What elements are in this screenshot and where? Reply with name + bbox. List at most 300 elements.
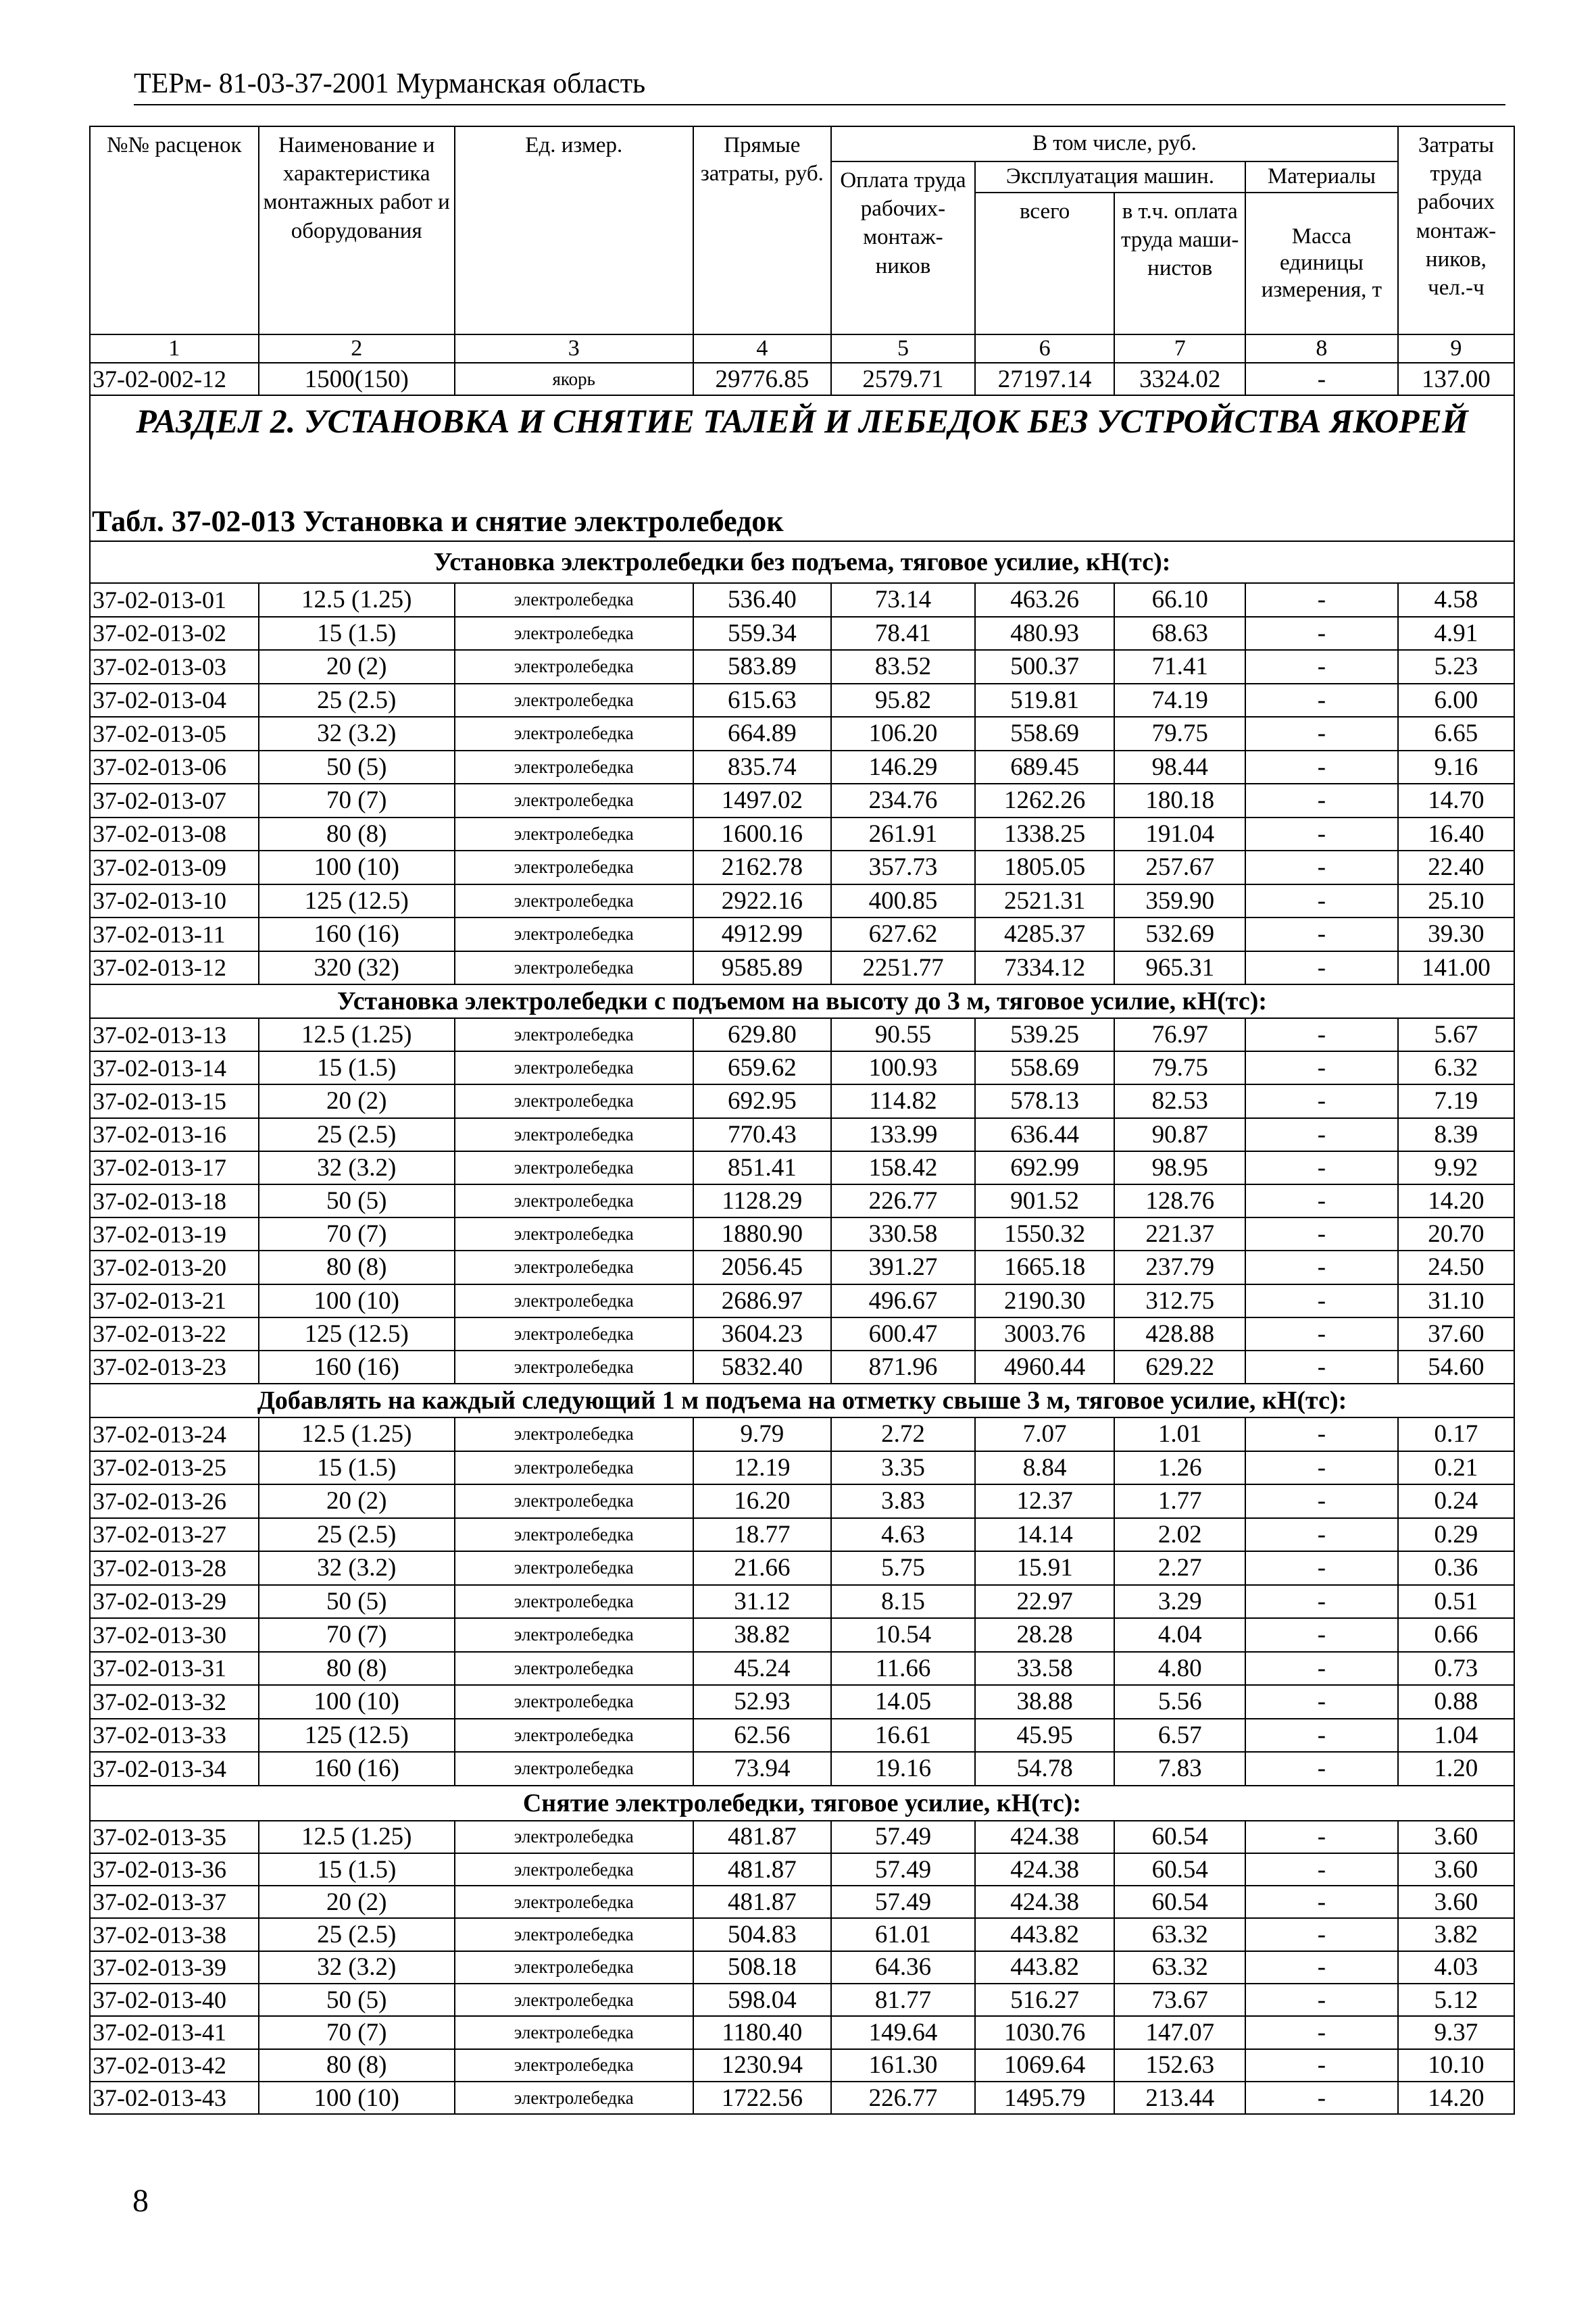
machine-total: 1805.05 xyxy=(975,851,1114,884)
labor-pay: 400.85 xyxy=(831,884,975,918)
labor-pay: 627.62 xyxy=(831,917,975,951)
machinist-pay: 73.67 xyxy=(1114,1984,1245,2016)
material-mass: - xyxy=(1245,1719,1398,1753)
item-unit: электролебедка xyxy=(455,1018,693,1051)
direct-cost: 835.74 xyxy=(693,751,831,784)
table-row xyxy=(90,2082,1514,2114)
material-mass: - xyxy=(1245,1217,1398,1251)
direct-cost: 851.41 xyxy=(693,1151,831,1184)
item-name: 125 (12.5) xyxy=(259,884,455,918)
col-header-exploit: Эксплуатация машин. xyxy=(975,161,1245,193)
machine-total: 539.25 xyxy=(975,1018,1114,1051)
rate-code: 37-02-013-15 xyxy=(90,1084,259,1117)
direct-cost: 62.56 xyxy=(693,1719,831,1753)
rate-code: 37-02-013-28 xyxy=(90,1551,259,1585)
direct-cost: 31.12 xyxy=(693,1585,831,1619)
machinist-pay: 629.22 xyxy=(1114,1351,1245,1384)
labor-hours: 14.20 xyxy=(1398,1184,1514,1217)
col-header-incl-pay: в т.ч. оплата труда маши-нистов xyxy=(1114,193,1245,334)
machinist-pay: 98.95 xyxy=(1114,1151,1245,1184)
item-unit: электролебедка xyxy=(455,1585,693,1619)
labor-pay: 64.36 xyxy=(831,1951,975,1984)
item-unit: электролебедка xyxy=(455,2016,693,2048)
table-row xyxy=(90,2016,1514,2048)
item-unit: электролебедка xyxy=(455,650,693,684)
labor-pay: 14.05 xyxy=(831,1685,975,1719)
item-name: 160 (16) xyxy=(259,1351,455,1384)
table-title: Табл. 37-02-013 Установка и снятие электролебедок xyxy=(90,460,1514,541)
material-mass: - xyxy=(1245,1184,1398,1217)
direct-cost: 38.82 xyxy=(693,1618,831,1652)
direct-cost: 504.83 xyxy=(693,1918,831,1951)
machine-total: 480.93 xyxy=(975,617,1114,651)
item-name: 25 (2.5) xyxy=(259,684,455,718)
machinist-pay: 76.97 xyxy=(1114,1018,1245,1051)
machine-total: 1665.18 xyxy=(975,1251,1114,1284)
machine-total: 443.82 xyxy=(975,1951,1114,1984)
labor-hours: 0.88 xyxy=(1398,1685,1514,1719)
col-header-mass: Масса единицы измерения, т xyxy=(1245,193,1398,334)
material-mass: - xyxy=(1245,2016,1398,2048)
labor-hours: 5.67 xyxy=(1398,1018,1514,1051)
table-row xyxy=(90,1317,1514,1351)
labor-pay: 11.66 xyxy=(831,1652,975,1686)
rate-code: 37-02-013-10 xyxy=(90,884,259,918)
machinist-pay: 359.90 xyxy=(1114,884,1245,918)
rate-code: 37-02-013-09 xyxy=(90,851,259,884)
machine-total: 28.28 xyxy=(975,1618,1114,1652)
direct-cost: 4912.99 xyxy=(693,917,831,951)
column-number: 8 xyxy=(1245,334,1398,363)
table-row xyxy=(90,1984,1514,2016)
labor-hours: 14.70 xyxy=(1398,784,1514,818)
rate-code: 37-02-013-18 xyxy=(90,1184,259,1217)
labor-pay: 871.96 xyxy=(831,1351,975,1384)
machinist-pay: 66.10 xyxy=(1114,583,1245,617)
item-unit: электролебедка xyxy=(455,1217,693,1251)
direct-cost: 3604.23 xyxy=(693,1317,831,1351)
rate-code: 37-02-013-21 xyxy=(90,1284,259,1317)
labor-hours: 1.04 xyxy=(1398,1719,1514,1753)
item-name: 15 (1.5) xyxy=(259,1451,455,1485)
col-header-unit: Ед. измер. xyxy=(455,126,693,334)
labor-hours: 9.37 xyxy=(1398,2016,1514,2048)
rate-code: 37-02-013-05 xyxy=(90,717,259,751)
labor-hours: 8.39 xyxy=(1398,1118,1514,1151)
labor-pay: 5.75 xyxy=(831,1551,975,1585)
section-title: РАЗДЕЛ 2. УСТАНОВКА И СНЯТИЕ ТАЛЕЙ И ЛЕБЕДОК БЕЗ УСТРОЙСТВА ЯКОРЕЙ xyxy=(90,395,1514,460)
table-title-row xyxy=(90,460,1514,541)
labor-pay: 114.82 xyxy=(831,1084,975,1117)
item-unit: электролебедка xyxy=(455,1084,693,1117)
labor-pay: 3.35 xyxy=(831,1451,975,1485)
labor-pay: 73.14 xyxy=(831,583,975,617)
item-unit: электролебедка xyxy=(455,1719,693,1753)
column-number: 2 xyxy=(259,334,455,363)
direct-cost: 1180.40 xyxy=(693,2016,831,2048)
labor-hours: 0.29 xyxy=(1398,1518,1514,1552)
item-name: 80 (8) xyxy=(259,818,455,851)
material-mass: - xyxy=(1245,1951,1398,1984)
labor-pay: 2.72 xyxy=(831,1417,975,1451)
material-mass: - xyxy=(1245,363,1398,395)
labor-pay: 57.49 xyxy=(831,1853,975,1886)
rate-code: 37-02-013-37 xyxy=(90,1886,259,1918)
machine-total: 12.37 xyxy=(975,1484,1114,1518)
material-mass: - xyxy=(1245,851,1398,884)
labor-pay: 61.01 xyxy=(831,1918,975,1951)
group-title-row xyxy=(90,1384,1514,1417)
direct-cost: 52.93 xyxy=(693,1685,831,1719)
labor-hours: 14.20 xyxy=(1398,2082,1514,2114)
table-row xyxy=(90,583,1514,617)
labor-pay: 90.55 xyxy=(831,1018,975,1051)
page-number: 8 xyxy=(132,2183,149,2219)
direct-cost: 559.34 xyxy=(693,617,831,651)
labor-pay: 133.99 xyxy=(831,1118,975,1151)
material-mass: - xyxy=(1245,1853,1398,1886)
direct-cost: 664.89 xyxy=(693,717,831,751)
item-name: 15 (1.5) xyxy=(259,617,455,651)
labor-hours: 6.32 xyxy=(1398,1051,1514,1084)
rate-code: 37-02-013-11 xyxy=(90,917,259,951)
machinist-pay: 257.67 xyxy=(1114,851,1245,884)
labor-pay: 3.83 xyxy=(831,1484,975,1518)
labor-pay: 261.91 xyxy=(831,818,975,851)
machine-total: 4285.37 xyxy=(975,917,1114,951)
item-name: 15 (1.5) xyxy=(259,1853,455,1886)
labor-hours: 7.19 xyxy=(1398,1084,1514,1117)
col-header-name: Наименование и характеристика монтажных работ и оборудования xyxy=(259,126,455,334)
item-name: 50 (5) xyxy=(259,1184,455,1217)
labor-hours: 0.24 xyxy=(1398,1484,1514,1518)
item-unit: электролебедка xyxy=(455,1284,693,1317)
item-name: 25 (2.5) xyxy=(259,1118,455,1151)
item-name: 70 (7) xyxy=(259,784,455,818)
labor-hours: 1.20 xyxy=(1398,1752,1514,1786)
machinist-pay: 79.75 xyxy=(1114,1051,1245,1084)
item-name: 80 (8) xyxy=(259,1251,455,1284)
material-mass: - xyxy=(1245,1084,1398,1117)
item-name: 32 (3.2) xyxy=(259,1951,455,1984)
labor-pay: 4.63 xyxy=(831,1518,975,1552)
machinist-pay: 237.79 xyxy=(1114,1251,1245,1284)
column-number: 5 xyxy=(831,334,975,363)
col-header-pay: Оплата труда рабочих-монтаж-ников xyxy=(831,161,975,334)
direct-cost: 18.77 xyxy=(693,1518,831,1552)
item-name: 12.5 (1.25) xyxy=(259,1018,455,1051)
direct-cost: 73.94 xyxy=(693,1752,831,1786)
rate-code: 37-02-013-17 xyxy=(90,1151,259,1184)
labor-hours: 10.10 xyxy=(1398,2049,1514,2082)
labor-hours: 3.60 xyxy=(1398,1821,1514,1853)
item-name: 50 (5) xyxy=(259,751,455,784)
machine-total: 500.37 xyxy=(975,650,1114,684)
direct-cost: 9.79 xyxy=(693,1417,831,1451)
table-row xyxy=(90,2049,1514,2082)
labor-pay: 357.73 xyxy=(831,851,975,884)
machine-total: 14.14 xyxy=(975,1518,1114,1552)
direct-cost: 1880.90 xyxy=(693,1217,831,1251)
item-unit: электролебедка xyxy=(455,1451,693,1485)
item-unit: электролебедка xyxy=(455,917,693,951)
machinist-pay: 152.63 xyxy=(1114,2049,1245,2082)
header-row-1 xyxy=(90,126,1514,161)
labor-hours: 4.91 xyxy=(1398,617,1514,651)
item-name: 50 (5) xyxy=(259,1585,455,1619)
direct-cost: 29776.85 xyxy=(693,363,831,395)
material-mass: - xyxy=(1245,1018,1398,1051)
item-name: 50 (5) xyxy=(259,1984,455,2016)
item-name: 15 (1.5) xyxy=(259,1051,455,1084)
item-name: 25 (2.5) xyxy=(259,1918,455,1951)
material-mass: - xyxy=(1245,2082,1398,2114)
labor-pay: 2251.77 xyxy=(831,951,975,985)
table-row xyxy=(90,1351,1514,1384)
item-name: 20 (2) xyxy=(259,1084,455,1117)
item-unit: электролебедка xyxy=(455,818,693,851)
table-row xyxy=(90,363,1514,395)
table-row xyxy=(90,851,1514,884)
labor-pay: 95.82 xyxy=(831,684,975,718)
direct-cost: 659.62 xyxy=(693,1051,831,1084)
direct-cost: 481.87 xyxy=(693,1886,831,1918)
machine-total: 424.38 xyxy=(975,1821,1114,1853)
labor-hours: 4.58 xyxy=(1398,583,1514,617)
labor-hours: 3.60 xyxy=(1398,1853,1514,1886)
material-mass: - xyxy=(1245,1284,1398,1317)
material-mass: - xyxy=(1245,1417,1398,1451)
document-title: ТЕРм- 81-03-37-2001 Мурманская область xyxy=(134,68,646,99)
machine-total: 692.99 xyxy=(975,1151,1114,1184)
labor-hours: 25.10 xyxy=(1398,884,1514,918)
machine-total: 424.38 xyxy=(975,1886,1114,1918)
group-title: Добавлять на каждый следующий 1 м подъема на отметку свыше 3 м, тяговое усилие, кН(тс): xyxy=(90,1384,1514,1417)
item-name: 100 (10) xyxy=(259,1284,455,1317)
labor-hours: 137.00 xyxy=(1398,363,1514,395)
price-table xyxy=(89,126,1515,2115)
item-unit: электролебедка xyxy=(455,1251,693,1284)
table-row xyxy=(90,1821,1514,1853)
labor-pay: 81.77 xyxy=(831,1984,975,2016)
table-row xyxy=(90,1886,1514,1918)
rate-code: 37-02-013-01 xyxy=(90,583,259,617)
item-name: 160 (16) xyxy=(259,1752,455,1786)
machinist-pay: 60.54 xyxy=(1114,1821,1245,1853)
labor-hours: 5.12 xyxy=(1398,1984,1514,2016)
rate-code: 37-02-013-41 xyxy=(90,2016,259,2048)
item-name: 160 (16) xyxy=(259,917,455,951)
table-row xyxy=(90,1752,1514,1786)
labor-hours: 22.40 xyxy=(1398,851,1514,884)
table-row xyxy=(90,1685,1514,1719)
labor-pay: 57.49 xyxy=(831,1886,975,1918)
machine-total: 2521.31 xyxy=(975,884,1114,918)
labor-hours: 0.36 xyxy=(1398,1551,1514,1585)
direct-cost: 1497.02 xyxy=(693,784,831,818)
group-title-row xyxy=(90,984,1514,1018)
table-row xyxy=(90,784,1514,818)
labor-hours: 4.03 xyxy=(1398,1951,1514,1984)
item-unit: электролебедка xyxy=(455,1886,693,1918)
item-unit: электролебедка xyxy=(455,1752,693,1786)
machinist-pay: 68.63 xyxy=(1114,617,1245,651)
item-name: 32 (3.2) xyxy=(259,1151,455,1184)
machinist-pay: 191.04 xyxy=(1114,818,1245,851)
machinist-pay: 147.07 xyxy=(1114,2016,1245,2048)
item-name: 1500(150) xyxy=(259,363,455,395)
item-name: 125 (12.5) xyxy=(259,1317,455,1351)
table-row xyxy=(90,751,1514,784)
machine-total: 38.88 xyxy=(975,1685,1114,1719)
table-row xyxy=(90,1151,1514,1184)
labor-pay: 16.61 xyxy=(831,1719,975,1753)
machinist-pay: 4.80 xyxy=(1114,1652,1245,1686)
labor-pay: 600.47 xyxy=(831,1317,975,1351)
machinist-pay: 7.83 xyxy=(1114,1752,1245,1786)
machinist-pay: 180.18 xyxy=(1114,784,1245,818)
group-title: Установка электролебедки с подъемом на высоту до 3 м, тяговое усилие, кН(тс): xyxy=(90,984,1514,1018)
rate-code: 37-02-013-39 xyxy=(90,1951,259,1984)
direct-cost: 481.87 xyxy=(693,1821,831,1853)
material-mass: - xyxy=(1245,684,1398,718)
direct-cost: 1722.56 xyxy=(693,2082,831,2114)
machine-total: 8.84 xyxy=(975,1451,1114,1485)
material-mass: - xyxy=(1245,1118,1398,1151)
item-unit: электролебедка xyxy=(455,1417,693,1451)
item-name: 25 (2.5) xyxy=(259,1518,455,1552)
machine-total: 3003.76 xyxy=(975,1317,1114,1351)
col-header-labor: Затраты труда рабочих монтаж-ников, чел.-ч xyxy=(1398,126,1514,334)
labor-pay: 496.67 xyxy=(831,1284,975,1317)
rate-code: 37-02-013-23 xyxy=(90,1351,259,1384)
labor-hours: 9.92 xyxy=(1398,1151,1514,1184)
labor-pay: 83.52 xyxy=(831,650,975,684)
item-name: 100 (10) xyxy=(259,851,455,884)
machinist-pay: 71.41 xyxy=(1114,650,1245,684)
table-row xyxy=(90,951,1514,985)
labor-pay: 19.16 xyxy=(831,1752,975,1786)
table-row xyxy=(90,1051,1514,1084)
item-unit: электролебедка xyxy=(455,751,693,784)
direct-cost: 615.63 xyxy=(693,684,831,718)
material-mass: - xyxy=(1245,1984,1398,2016)
item-name: 80 (8) xyxy=(259,2049,455,2082)
item-unit: электролебедка xyxy=(455,1652,693,1686)
machinist-pay: 63.32 xyxy=(1114,1918,1245,1951)
labor-hours: 20.70 xyxy=(1398,1217,1514,1251)
direct-cost: 5832.40 xyxy=(693,1351,831,1384)
direct-cost: 1230.94 xyxy=(693,2049,831,2082)
direct-cost: 508.18 xyxy=(693,1951,831,1984)
section-title-row xyxy=(90,395,1514,460)
machine-total: 27197.14 xyxy=(975,363,1114,395)
rate-code: 37-02-013-22 xyxy=(90,1317,259,1351)
labor-hours: 6.65 xyxy=(1398,717,1514,751)
machinist-pay: 90.87 xyxy=(1114,1118,1245,1151)
machine-total: 7.07 xyxy=(975,1417,1114,1451)
material-mass: - xyxy=(1245,717,1398,751)
item-name: 320 (32) xyxy=(259,951,455,985)
table-row xyxy=(90,1251,1514,1284)
table-row xyxy=(90,684,1514,718)
table-row xyxy=(90,1951,1514,1984)
direct-cost: 692.95 xyxy=(693,1084,831,1117)
table-row xyxy=(90,1518,1514,1552)
rate-code: 37-02-013-33 xyxy=(90,1719,259,1753)
machine-total: 2190.30 xyxy=(975,1284,1114,1317)
item-unit: электролебедка xyxy=(455,1853,693,1886)
machinist-pay: 60.54 xyxy=(1114,1886,1245,1918)
labor-pay: 2579.71 xyxy=(831,363,975,395)
labor-pay: 226.77 xyxy=(831,1184,975,1217)
table-row xyxy=(90,1417,1514,1451)
table-row xyxy=(90,1217,1514,1251)
material-mass: - xyxy=(1245,1821,1398,1853)
labor-hours: 0.17 xyxy=(1398,1417,1514,1451)
machinist-pay: 79.75 xyxy=(1114,717,1245,751)
direct-cost: 2922.16 xyxy=(693,884,831,918)
item-unit: электролебедка xyxy=(455,1685,693,1719)
labor-hours: 5.23 xyxy=(1398,650,1514,684)
labor-hours: 39.30 xyxy=(1398,917,1514,951)
labor-pay: 146.29 xyxy=(831,751,975,784)
machine-total: 424.38 xyxy=(975,1853,1114,1886)
item-unit: электролебедка xyxy=(455,1618,693,1652)
labor-hours: 0.51 xyxy=(1398,1585,1514,1619)
table-row xyxy=(90,1184,1514,1217)
table-row xyxy=(90,1118,1514,1151)
material-mass: - xyxy=(1245,583,1398,617)
material-mass: - xyxy=(1245,650,1398,684)
column-number: 6 xyxy=(975,334,1114,363)
item-unit: электролебедка xyxy=(455,717,693,751)
labor-hours: 31.10 xyxy=(1398,1284,1514,1317)
rate-code: 37-02-013-19 xyxy=(90,1217,259,1251)
table-row xyxy=(90,884,1514,918)
table-row xyxy=(90,1018,1514,1051)
table-row xyxy=(90,1551,1514,1585)
table-row xyxy=(90,650,1514,684)
machine-total: 1495.79 xyxy=(975,2082,1114,2114)
machinist-pay: 98.44 xyxy=(1114,751,1245,784)
machinist-pay: 128.76 xyxy=(1114,1184,1245,1217)
rate-code: 37-02-013-43 xyxy=(90,2082,259,2114)
item-unit: электролебедка xyxy=(455,1484,693,1518)
table-row xyxy=(90,617,1514,651)
labor-hours: 37.60 xyxy=(1398,1317,1514,1351)
machine-total: 1338.25 xyxy=(975,818,1114,851)
machinist-pay: 60.54 xyxy=(1114,1853,1245,1886)
rate-code: 37-02-013-27 xyxy=(90,1518,259,1552)
column-number: 9 xyxy=(1398,334,1514,363)
item-name: 70 (7) xyxy=(259,1217,455,1251)
item-unit: электролебедка xyxy=(455,2082,693,2114)
item-name: 20 (2) xyxy=(259,1484,455,1518)
material-mass: - xyxy=(1245,1451,1398,1485)
labor-hours: 3.82 xyxy=(1398,1918,1514,1951)
item-name: 70 (7) xyxy=(259,2016,455,2048)
rate-code: 37-02-013-35 xyxy=(90,1821,259,1853)
material-mass: - xyxy=(1245,917,1398,951)
item-name: 12.5 (1.25) xyxy=(259,1821,455,1853)
machinist-pay: 965.31 xyxy=(1114,951,1245,985)
item-name: 100 (10) xyxy=(259,2082,455,2114)
rate-code: 37-02-013-38 xyxy=(90,1918,259,1951)
rate-code: 37-02-013-08 xyxy=(90,818,259,851)
direct-cost: 536.40 xyxy=(693,583,831,617)
group-title: Снятие электролебедки, тяговое усилие, кН(тс): xyxy=(90,1786,1514,1821)
